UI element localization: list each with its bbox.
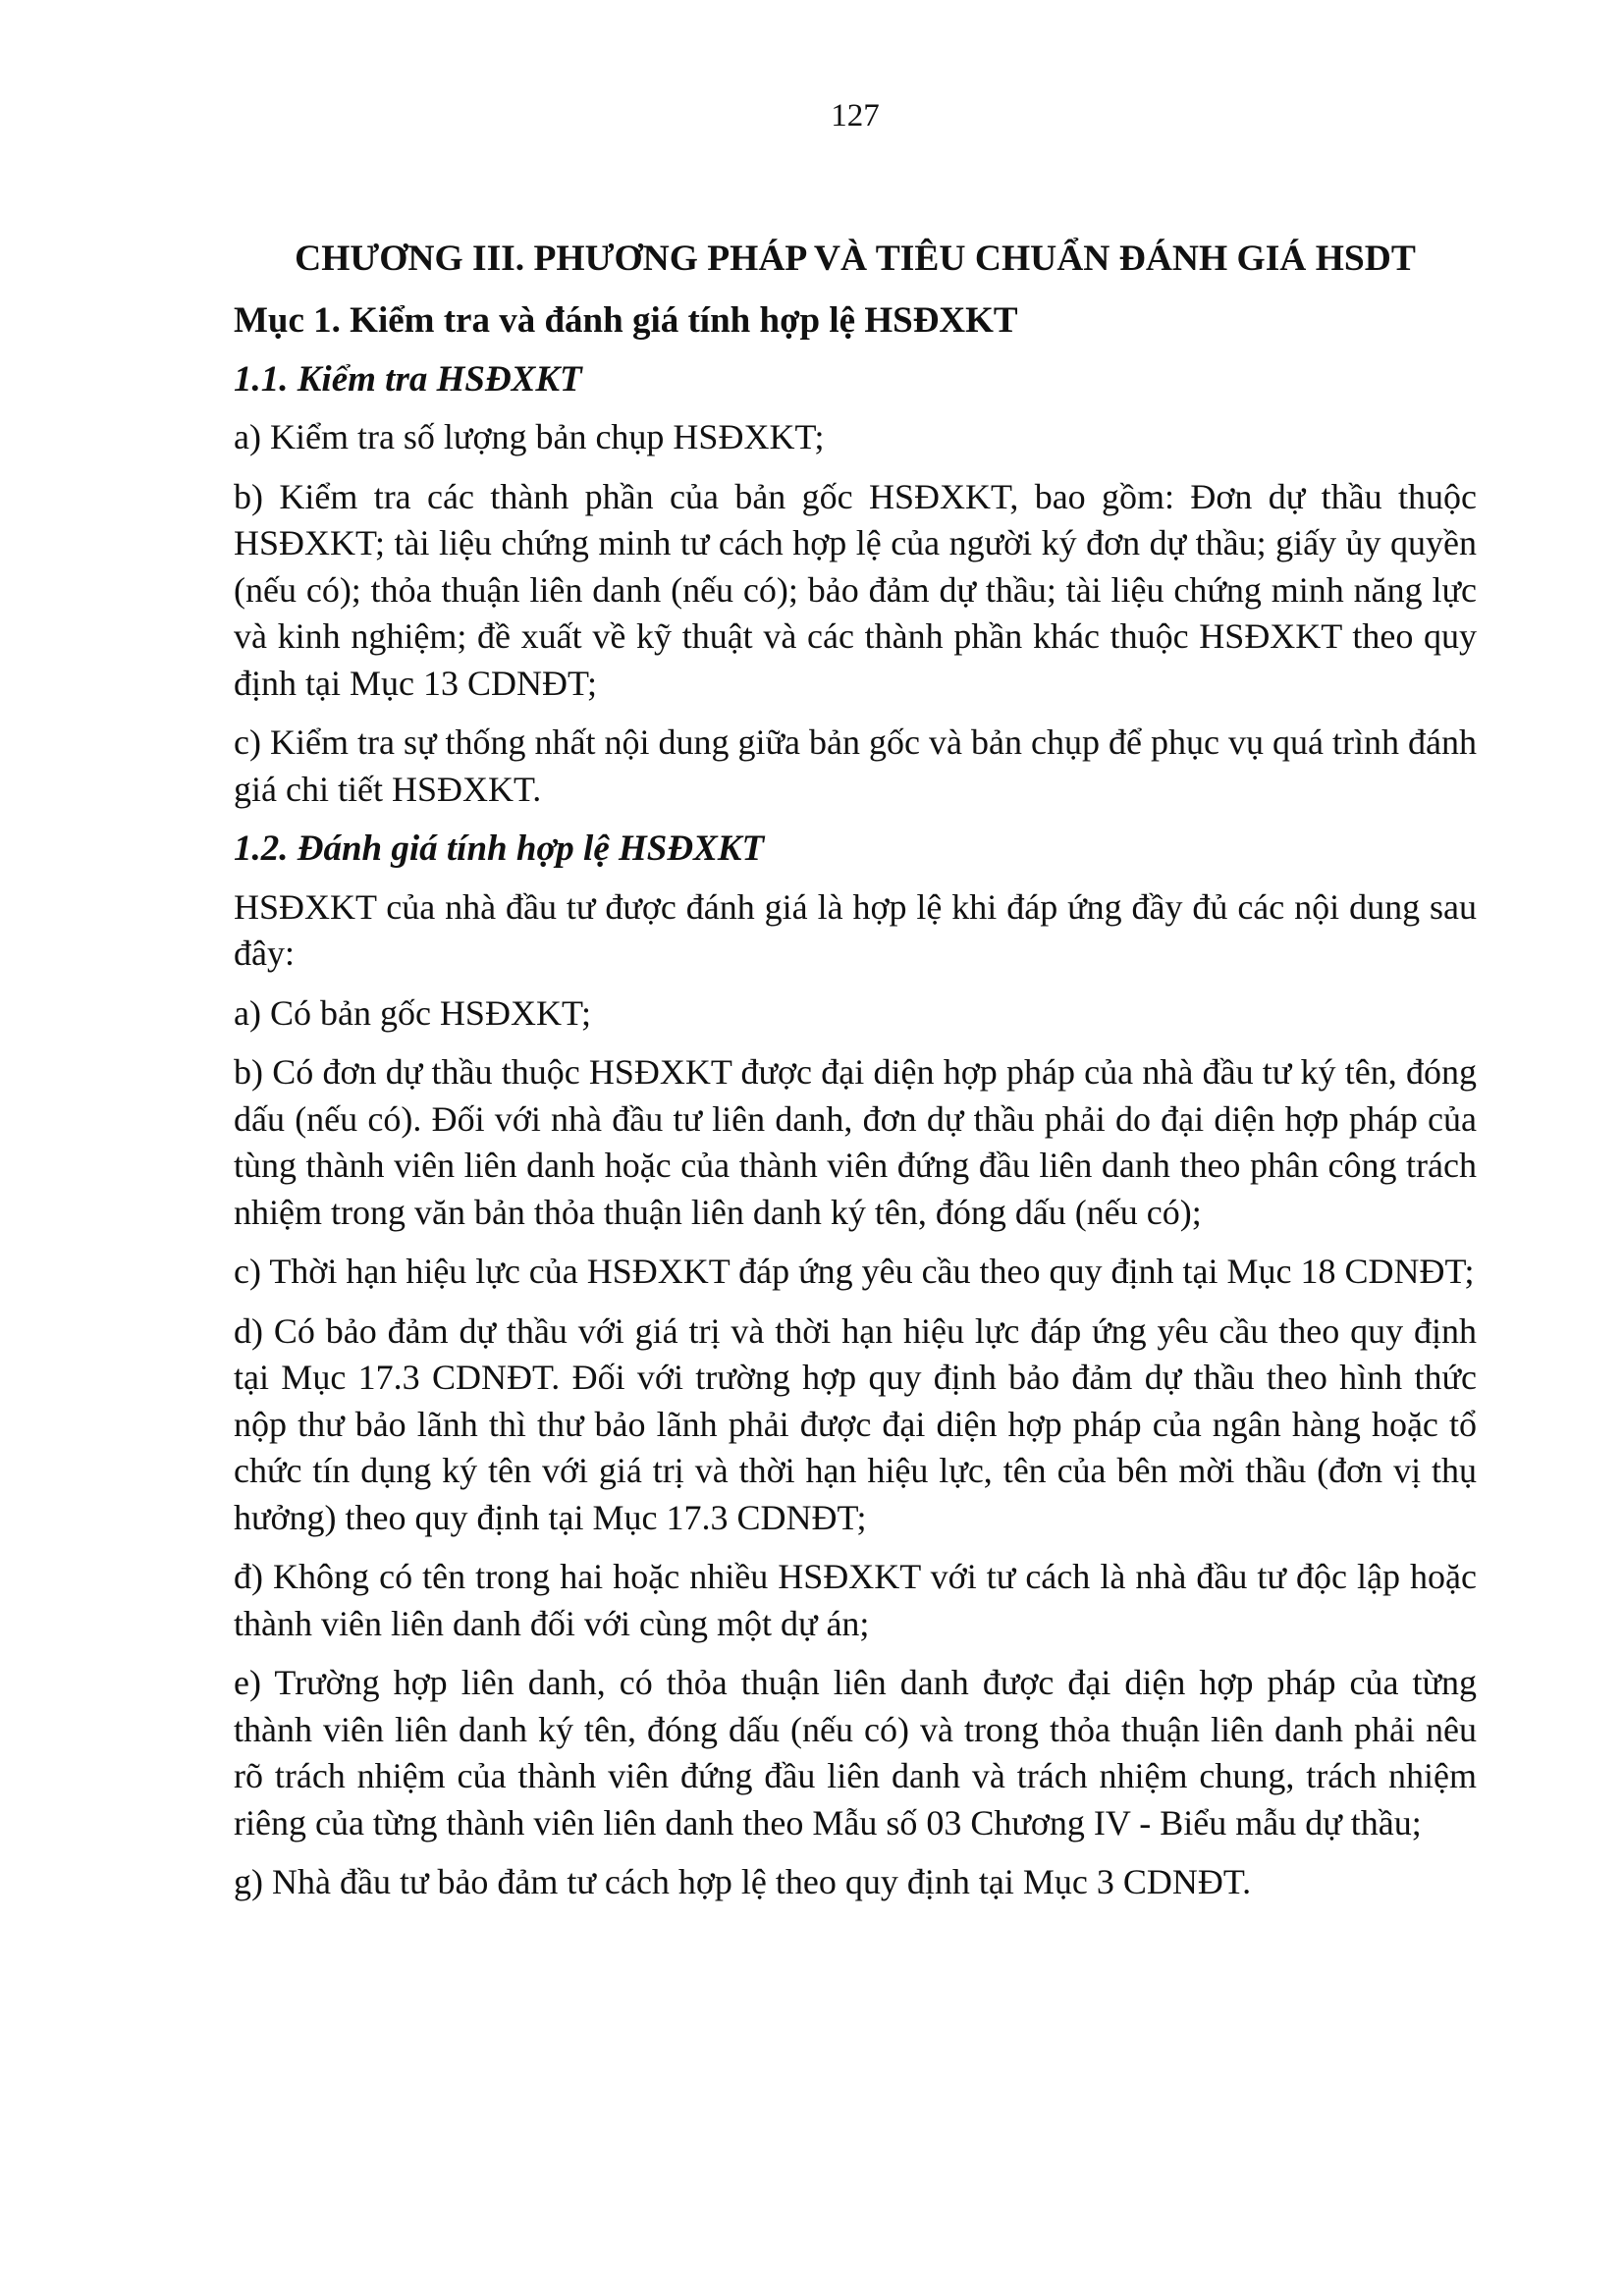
- paragraph-1-2-dd: đ) Không có tên trong hai hoặc nhiều HSĐXKT với tư cách là nhà đầu tư độc lập hoặc thành viên liên danh đối với cùng một dự án;: [234, 1557, 1477, 1643]
- paragraph-1-1-a: a) Kiểm tra số lượng bản chụp HSĐXKT;: [234, 417, 825, 456]
- subsection-heading-1-2: 1.2. Đánh giá tính hợp lệ HSĐXKT: [234, 828, 765, 869]
- section-heading: Mục 1. Kiểm tra và đánh giá tính hợp lệ HSĐXKT: [234, 300, 1018, 341]
- paragraph-1-1-c: c) Kiểm tra sự thống nhất nội dung giữa bản gốc và bản chụp để phục vụ quá trình đánh giá chi tiết HSĐXKT.: [234, 722, 1477, 809]
- paragraph-1-2-d: d) Có bảo đảm dự thầu với giá trị và thời hạn hiệu lực đáp ứng yêu cầu theo quy định tại Mục 17.3 CDNĐT. Đối với trường hợp quy định bảo đảm dự thầu theo hình thức nộp thư bảo lãnh thì thư bảo lãnh phải được đại diện hợp pháp của ngân hàng hoặc tổ chức tín dụng ký tên với giá trị và thời hạn hiệu lực, tên của bên mời thầu (đơn vị thụ hưởng) theo quy định tại Mục 17.3 CDNĐT;: [234, 1310, 1477, 1537]
- document-body: [234, 297, 1477, 1919]
- paragraph-1-2-c: c) Thời hạn hiệu lực của HSĐXKT đáp ứng yêu cầu theo quy định tại Mục 18 CDNĐT;: [234, 1252, 1475, 1291]
- paragraph-1-2-g: g) Nhà đầu tư bảo đảm tư cách hợp lệ theo quy định tại Mục 3 CDNĐT.: [234, 1862, 1252, 1901]
- paragraph-1-1-b: b) Kiểm tra các thành phần của bản gốc HSĐXKT, bao gồm: Đơn dự thầu thuộc HSĐXKT; tài liệu chứng minh tư cách hợp lệ của người ký đơn dự thầu; giấy ủy quyền (nếu có); thỏa thuận liên danh (nếu có); bảo đảm dự thầu; tài liệu chứng minh năng lực và kinh nghiệm; đề xuất về kỹ thuật và các thành phần khác thuộc HSĐXKT theo quy định tại Mục 13 CDNĐT;: [234, 476, 1477, 703]
- paragraph-1-2-b: b) Có đơn dự thầu thuộc HSĐXKT được đại diện hợp pháp của nhà đầu tư ký tên, đóng dấu (nếu có). Đối với nhà đầu tư liên danh, đơn dự thầu phải do đại diện hợp pháp của tùng thành viên liên danh hoặc của thành viên đứng đầu liên danh theo phân công trách nhiệm trong văn bản thỏa thuận liên danh ký tên, đóng dấu (nếu có);: [234, 1052, 1477, 1232]
- paragraph-1-2-e: e) Trường hợp liên danh, có thỏa thuận liên danh được đại diện hợp pháp của từng thành viên liên danh ký tên, đóng dấu (nếu có) và trong thỏa thuận liên danh phải nêu rõ trách nhiệm của thành viên đứng đầu liên danh và trách nhiệm chung, trách nhiệm riêng của từng thành viên liên danh theo Mẫu số 03 Chương IV - Biểu mẫu dự thầu;: [234, 1663, 1477, 1842]
- paragraph-1-2-intro: HSĐXKT của nhà đầu tư được đánh giá là hợp lệ khi đáp ứng đầy đủ các nội dung sau đây:: [234, 886, 1477, 973]
- chapter-title: CHƯƠNG III. PHƯƠNG PHÁP VÀ TIÊU CHUẨN ĐÁNH GIÁ HSDT: [295, 239, 1416, 279]
- page-number: 127: [831, 98, 880, 133]
- paragraph-1-2-a: a) Có bản gốc HSĐXKT;: [234, 992, 591, 1033]
- subsection-heading-1-1: 1.1. Kiểm tra HSĐXKT: [234, 358, 582, 400]
